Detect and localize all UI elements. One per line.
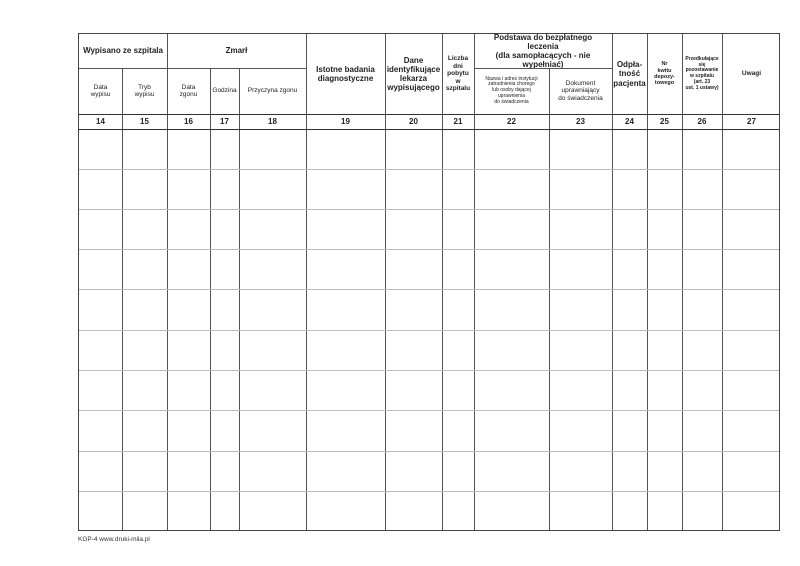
col-divider — [122, 68, 123, 530]
header-data-wypisu: Data wypisu — [90, 83, 111, 98]
register-table — [78, 33, 780, 531]
header-zmarl: Zmarł — [225, 46, 248, 56]
header-istotne-badania: Istotne badania diagnostyczne — [316, 64, 375, 83]
col-number-20: 20 — [409, 117, 418, 127]
col-number-27: 27 — [747, 117, 756, 127]
header-data-zgonu: Data zgonu — [179, 83, 198, 98]
col-divider — [385, 34, 386, 530]
row-divider — [79, 370, 779, 371]
footer-text: KGP-4 www.druki-mila.pl — [78, 536, 150, 543]
col-divider — [167, 34, 168, 530]
row-divider — [79, 209, 779, 210]
row-divider — [79, 410, 779, 411]
col-divider — [474, 34, 475, 530]
row-divider — [79, 68, 306, 69]
col-number-22: 22 — [507, 117, 516, 127]
header-nazwa-instytucji: Nazwa i adres instytucji zatrudnienia chorego lub osoby dającej uprawnienia do świadczenia — [485, 75, 538, 105]
col-number-25: 25 — [660, 117, 669, 127]
header-godzina: Godzina — [212, 87, 237, 95]
row-divider — [79, 289, 779, 290]
col-number-15: 15 — [140, 117, 149, 127]
col-divider — [722, 34, 723, 530]
col-number-16: 16 — [184, 117, 193, 127]
col-divider — [647, 34, 648, 530]
col-number-14: 14 — [96, 117, 105, 127]
col-divider — [442, 34, 443, 530]
header-liczba-dni: Liczba dni pobytu w szpitalu — [445, 55, 471, 93]
row-divider — [474, 68, 612, 69]
header-przedkulajace: Przedkułające się pozostawanie w szpitalu (art. 23 ust. 1 ustawy) — [685, 55, 719, 91]
header-wypisano-ze-szpitala: Wypisano ze szpitala — [83, 46, 163, 56]
row-divider — [79, 491, 779, 492]
row-divider — [79, 169, 779, 170]
col-divider — [682, 34, 683, 530]
header-dane-lekarza: Dane identyfikujące lekarza wypisującego — [386, 55, 441, 93]
col-number-19: 19 — [341, 117, 350, 127]
col-number-24: 24 — [625, 117, 634, 127]
row-divider — [79, 129, 779, 130]
header-odplatnosc: Odpła- tność pacjenta — [613, 60, 646, 88]
row-divider — [79, 330, 779, 331]
col-divider — [612, 34, 613, 530]
col-divider — [306, 34, 307, 530]
row-divider — [79, 249, 779, 250]
col-divider — [239, 68, 240, 530]
col-number-23: 23 — [576, 117, 585, 127]
col-number-26: 26 — [697, 117, 707, 127]
header-podstawa-leczenia: Podstawa do bezpłatnego leczenia (dla samopłacących - nie wypełniać) — [493, 32, 593, 70]
header-przyczyna-zgonu: Przyczyna zgonu — [247, 87, 298, 95]
col-divider — [549, 68, 550, 530]
row-divider — [79, 114, 779, 115]
col-number-17: 17 — [220, 117, 229, 127]
col-number-18: 18 — [268, 117, 277, 127]
col-number-21: 21 — [453, 117, 463, 127]
row-divider — [79, 451, 779, 452]
header-tryb-wypisu: Tryb wypisu — [134, 83, 155, 98]
header-nr-kwitu: Nr kwitu depozy- towego — [654, 61, 675, 87]
header-dokument: Dokument uprawniający do świadczenia — [558, 79, 603, 102]
col-divider — [210, 68, 211, 530]
header-uwagi: Uwagi — [741, 70, 762, 78]
